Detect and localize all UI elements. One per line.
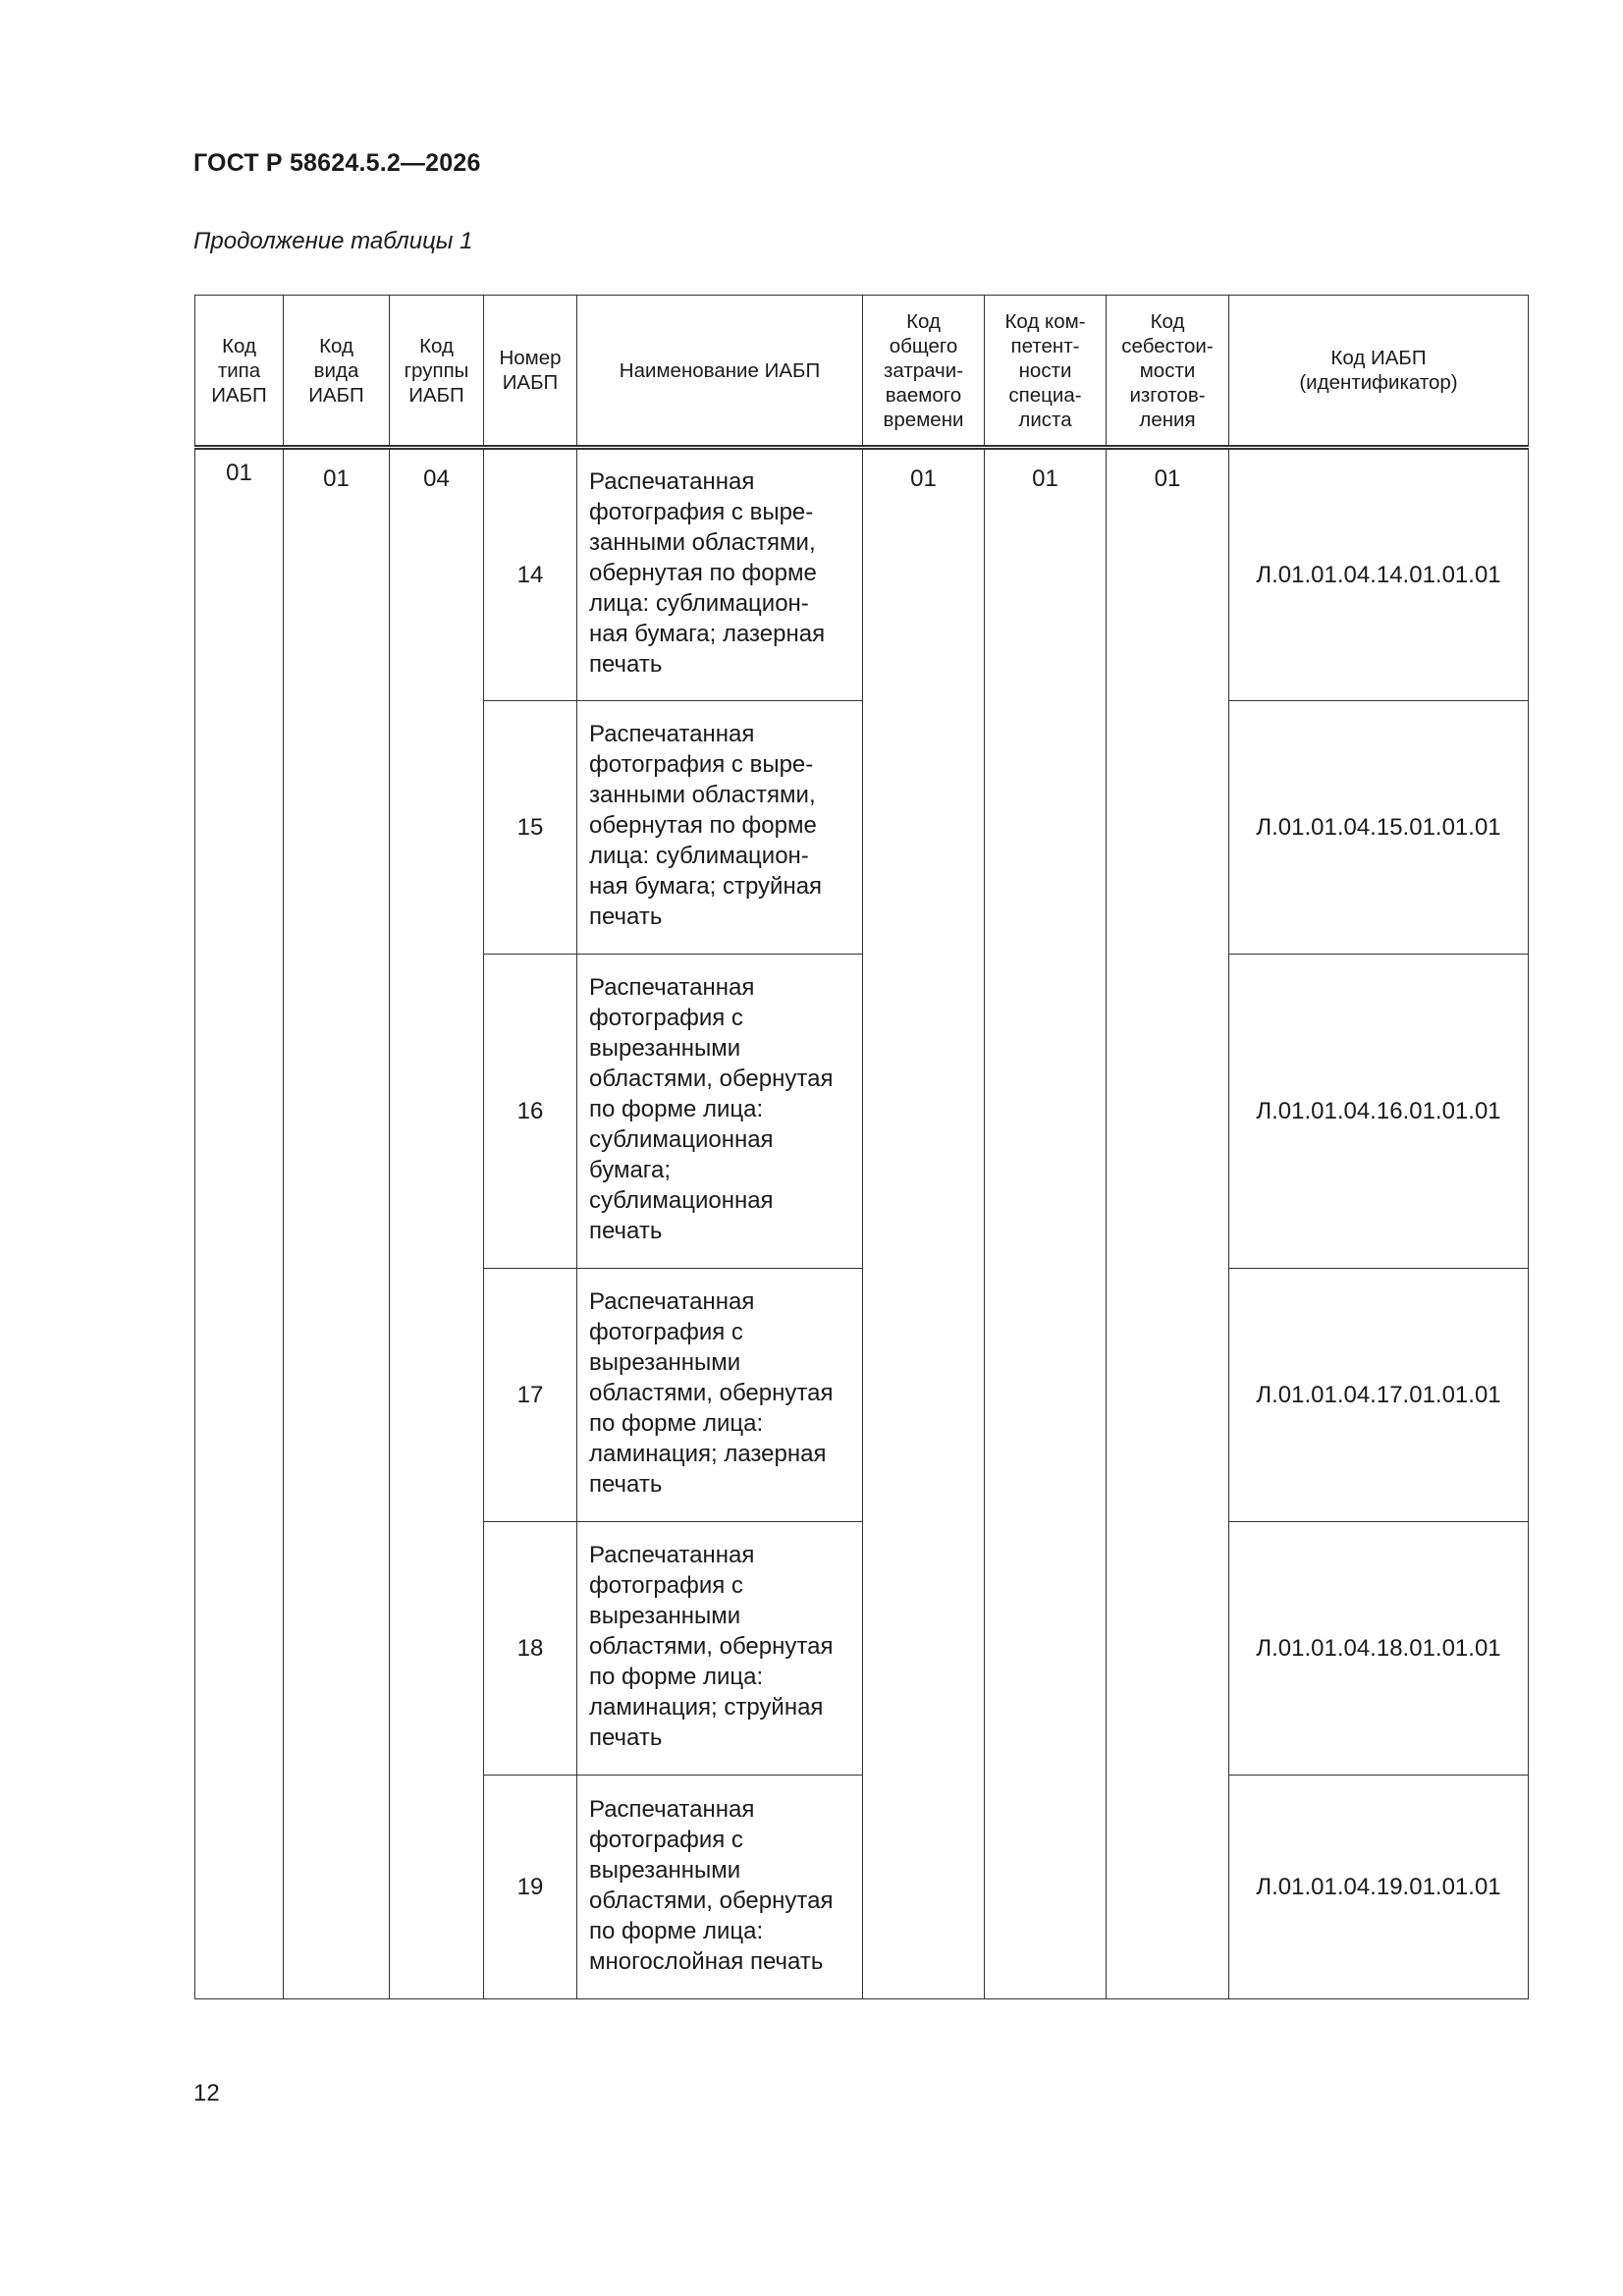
number-cell: 19 — [484, 1776, 577, 1999]
header-time-code: Код общего затрачи- ваемого времени — [863, 296, 985, 448]
time-code-cell: 01 — [863, 448, 985, 1999]
header-cost-code: Код себестои- мости изготов- ления — [1107, 296, 1229, 448]
kind-code-cell: 01 — [284, 448, 390, 1999]
name-cell: Распечатанная фотография с вырезанными областями, обернутая по форме лица: многослойная печать — [577, 1776, 863, 1999]
type-code-cell: 01 — [195, 448, 284, 1999]
name-cell: Распечатанная фотография с выре- занными областями, обернутая по форме лица: сублимацион- ная бумага; лазерная печать — [577, 448, 863, 701]
identifier-cell: Л.01.01.04.17.01.01.01 — [1229, 1269, 1529, 1522]
identifier-cell: Л.01.01.04.15.01.01.01 — [1229, 701, 1529, 955]
document-title: ГОСТ Р 58624.5.2—2026 — [193, 149, 481, 177]
name-cell: Распечатанная фотография с вырезанными областями, обернутая по форме лица: ламинация; лазерная печать — [577, 1269, 863, 1522]
header-kind-code: Код вида ИАБП — [284, 296, 390, 448]
number-cell: 17 — [484, 1269, 577, 1522]
header-identifier: Код ИАБП (идентификатор) — [1229, 296, 1529, 448]
header-name: Наименование ИАБП — [577, 296, 863, 448]
group-code-cell: 04 — [390, 448, 484, 1999]
header-competence-code: Код ком- петент- ности специа- листа — [985, 296, 1107, 448]
header-type-code: Код типа ИАБП — [195, 296, 284, 448]
number-cell: 16 — [484, 955, 577, 1269]
table-row — [195, 448, 1529, 701]
competence-code-cell: 01 — [985, 448, 1107, 1999]
header-number: Номер ИАБП — [484, 296, 577, 448]
identifier-cell: Л.01.01.04.19.01.01.01 — [1229, 1776, 1529, 1999]
number-cell: 15 — [484, 701, 577, 955]
number-cell: 18 — [484, 1522, 577, 1776]
iabp-table — [194, 295, 1529, 1999]
page-number: 12 — [193, 2080, 220, 2106]
table-header-row — [195, 296, 1529, 448]
name-cell: Распечатанная фотография с вырезанными областями, обернутая по форме лица: сублимационная бумага; сублимационная печать — [577, 955, 863, 1269]
name-cell: Распечатанная фотография с вырезанными областями, обернутая по форме лица: ламинация; струйная печать — [577, 1522, 863, 1776]
identifier-cell: Л.01.01.04.18.01.01.01 — [1229, 1522, 1529, 1776]
header-group-code: Код группы ИАБП — [390, 296, 484, 448]
identifier-cell: Л.01.01.04.14.01.01.01 — [1229, 448, 1529, 701]
table-caption: Продолжение таблицы 1 — [193, 228, 473, 254]
number-cell: 14 — [484, 448, 577, 701]
identifier-cell: Л.01.01.04.16.01.01.01 — [1229, 955, 1529, 1269]
name-cell: Распечатанная фотография с выре- занными областями, обернутая по форме лица: сублимацион- ная бумага; струйная печать — [577, 701, 863, 955]
cost-code-cell: 01 — [1107, 448, 1229, 1999]
